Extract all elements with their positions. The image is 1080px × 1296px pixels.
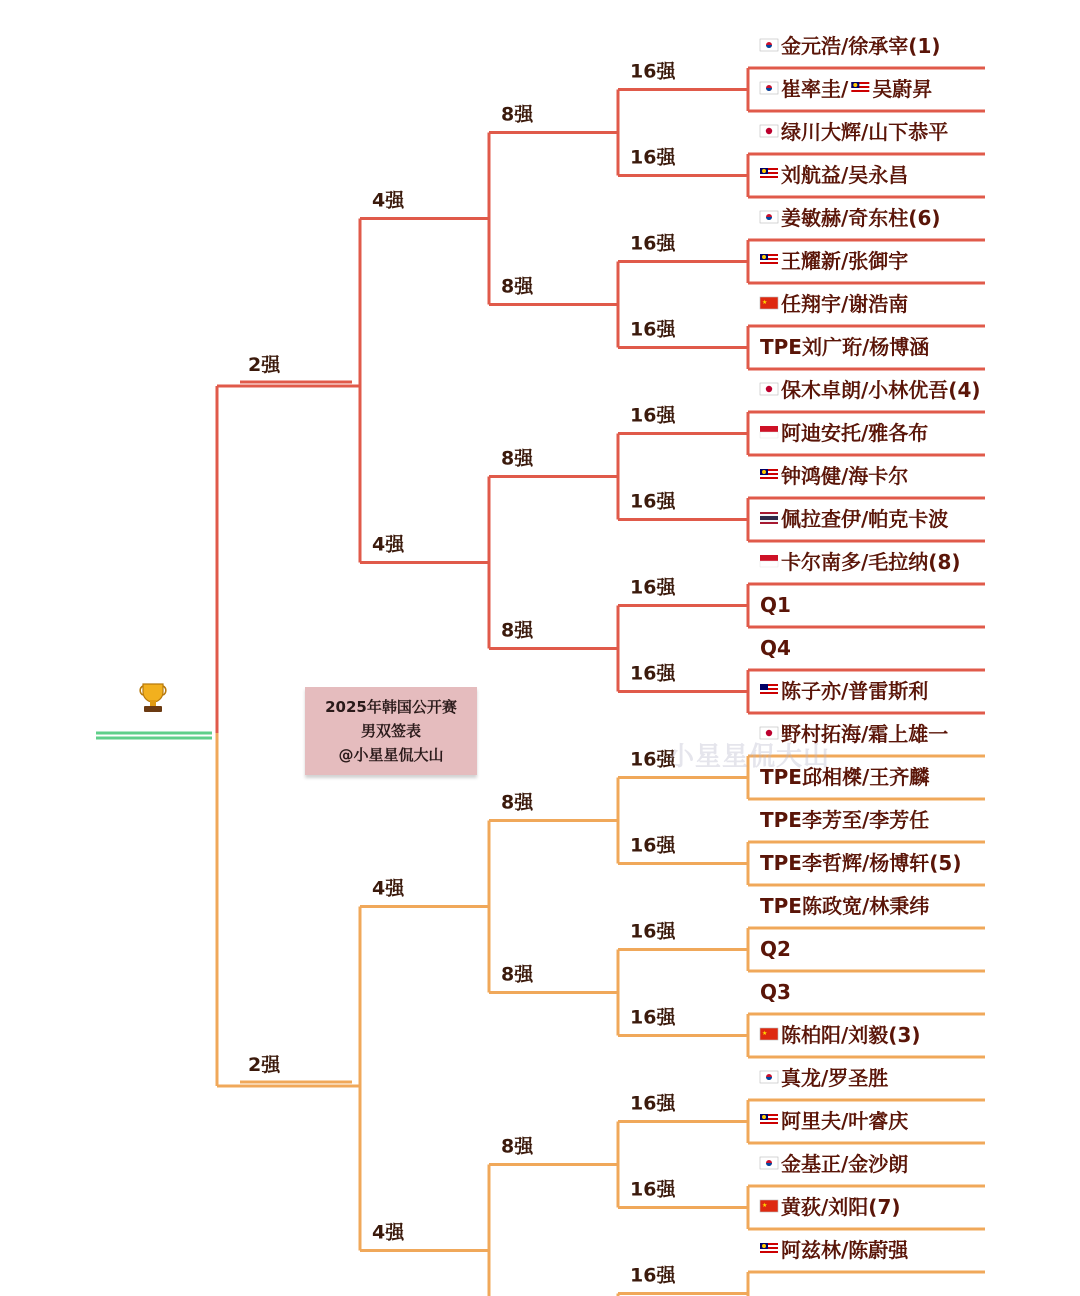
kor-flag-icon: [760, 211, 778, 223]
final-label: 2强: [248, 1054, 281, 1076]
player-name: 崔率圭/: [781, 77, 849, 101]
kor-flag-icon: [760, 1071, 778, 1083]
jpn-flag-icon: [760, 727, 778, 739]
r16-label: 16强: [630, 1092, 676, 1115]
player-name: Q2: [760, 937, 791, 961]
player-name: 卡尔南多/毛拉纳(8): [781, 550, 961, 574]
player-entry: [781, 206, 941, 230]
mas-flag-icon: [851, 82, 869, 94]
player-name: 陈子亦/普雷斯利: [781, 679, 929, 703]
player-name: 刘航益/吴永昌: [781, 163, 909, 187]
player-name: TPE李哲辉/杨博轩(5): [760, 851, 962, 875]
qf-label: 8强: [501, 447, 534, 470]
r16-label: 16强: [630, 146, 676, 169]
player-name: 王耀新/张御宇: [781, 249, 909, 273]
player-entry: [760, 636, 791, 660]
player-entry: [781, 464, 908, 488]
player-name: Q4: [760, 636, 791, 660]
player-name: TPE邱相榤/王齐麟: [760, 765, 930, 789]
qf-label: 8强: [501, 275, 534, 298]
kor-flag-icon: [760, 82, 778, 94]
r16-label: 16强: [630, 490, 676, 513]
qf-label: 8强: [501, 619, 534, 642]
r16-label: 16强: [630, 576, 676, 599]
player-entry: [781, 1023, 921, 1047]
player-name: 真龙/罗圣胜: [781, 1066, 889, 1090]
chn-flag-icon: [760, 297, 778, 309]
player-entry: [760, 980, 791, 1004]
r16-label: 16强: [630, 404, 676, 427]
player-entry: [781, 163, 908, 187]
qf-label: 8强: [501, 791, 534, 814]
r16-label: 16强: [630, 1006, 676, 1029]
player-name: 阿里夫/叶睿庆: [781, 1109, 909, 1133]
chn-flag-icon: [760, 1028, 778, 1040]
player-entry: [760, 937, 791, 961]
qf-label: 8强: [501, 963, 534, 986]
player-entry: [760, 894, 929, 918]
mas-flag-icon: [760, 1114, 778, 1126]
jpn-flag-icon: [760, 125, 778, 137]
sf-label: 4强: [372, 533, 405, 556]
player-name: Q3: [760, 980, 791, 1004]
mas-flag-icon: [760, 168, 778, 180]
r16-label: 16强: [630, 232, 676, 255]
sf-label: 4强: [372, 189, 405, 212]
player-entry: [781, 249, 908, 273]
r16-label: 16强: [630, 662, 676, 685]
player-entry: [781, 1066, 888, 1090]
player-entry: [781, 679, 928, 703]
mas-flag-icon: [760, 254, 778, 266]
player-entry: [760, 765, 930, 789]
sf-label: 4强: [372, 1221, 405, 1244]
player-name: TPE陈政宽/林秉纬: [760, 894, 930, 918]
trophy-icon: [140, 684, 166, 712]
svg-text:★: ★: [762, 299, 768, 306]
player-name: Q1: [760, 593, 791, 617]
ina-flag-icon: [760, 426, 778, 438]
player-name: TPE刘广珩/杨博涵: [760, 335, 930, 359]
svg-text:★: ★: [762, 1202, 768, 1209]
player-entry: [781, 1238, 909, 1262]
usa-flag-icon: [760, 684, 778, 696]
player-name: 绿川大辉/山下恭平: [781, 120, 949, 144]
player-name: 黄荻/刘阳(7): [781, 1195, 901, 1219]
player-entry: [781, 120, 948, 144]
r16-label: 16强: [630, 318, 676, 341]
player-entry: [781, 1109, 908, 1133]
player-entry: [760, 593, 791, 617]
draw-caption: [305, 687, 477, 775]
player-name: 保木卓朗/小林优吾(4): [781, 378, 981, 402]
player-name: 金基正/金沙朗: [781, 1152, 909, 1176]
r16-label: 16强: [630, 1178, 676, 1201]
final-label: 2强: [248, 354, 281, 376]
player-entry: [781, 550, 961, 574]
r16-label: 16强: [630, 920, 676, 943]
player-name: 佩拉查伊/帕克卡波: [781, 507, 949, 531]
kor-flag-icon: [760, 39, 778, 51]
player-name: TPE李芳至/李芳任: [760, 808, 930, 832]
mas-flag-icon: [760, 1243, 778, 1255]
jpn-flag-icon: [760, 383, 778, 395]
chn-flag-icon: [760, 1200, 778, 1212]
player-entry: [760, 335, 929, 359]
player-entry: [760, 851, 961, 875]
player-entry: [781, 378, 981, 402]
player-name: 金元浩/徐承宰(1): [781, 34, 941, 58]
player-name: 钟鸿健/海卡尔: [781, 464, 909, 488]
player-entry: [760, 808, 929, 832]
player-name: 吴蔚昇: [872, 77, 933, 101]
r16-label: 16强: [630, 834, 676, 857]
watermark: 小星星侃大山: [668, 742, 831, 772]
player-name: 阿迪安托/雅各布: [781, 421, 929, 445]
r16-label: 16强: [630, 748, 676, 771]
caption-line-1: 2025年韩国公开赛: [325, 698, 457, 716]
mas-flag-icon: [760, 469, 778, 481]
caption-line-3: @小星星侃大山: [338, 746, 444, 764]
ina-flag-icon: [760, 555, 778, 567]
caption-line-2: 男双签表: [360, 722, 421, 740]
player-name: 野村拓海/霜上雄一: [781, 722, 949, 746]
player-entry: [781, 292, 908, 316]
sf-label: 4强: [372, 877, 405, 900]
player-entry: [781, 421, 928, 445]
player-entry: [781, 34, 941, 58]
qf-label: 8强: [501, 103, 534, 126]
player-entry: [781, 1195, 901, 1219]
tha-flag-icon: [760, 512, 778, 524]
qf-label: 8强: [501, 1135, 534, 1158]
player-entry: [781, 722, 948, 746]
player-entry: [781, 1152, 908, 1176]
r16-label: 16强: [630, 60, 676, 83]
player-name: 姜敏赫/奇东柱(6): [781, 206, 941, 230]
player-name: 任翔宇/谢浩南: [781, 292, 909, 316]
player-entry: [781, 507, 948, 531]
player-name: 阿兹林/陈蔚强: [781, 1238, 909, 1262]
r16-label: 16强: [630, 1264, 676, 1287]
kor-flag-icon: [760, 1157, 778, 1169]
svg-text:★: ★: [762, 1030, 768, 1037]
player-name: 陈柏阳/刘毅(3): [781, 1023, 921, 1047]
